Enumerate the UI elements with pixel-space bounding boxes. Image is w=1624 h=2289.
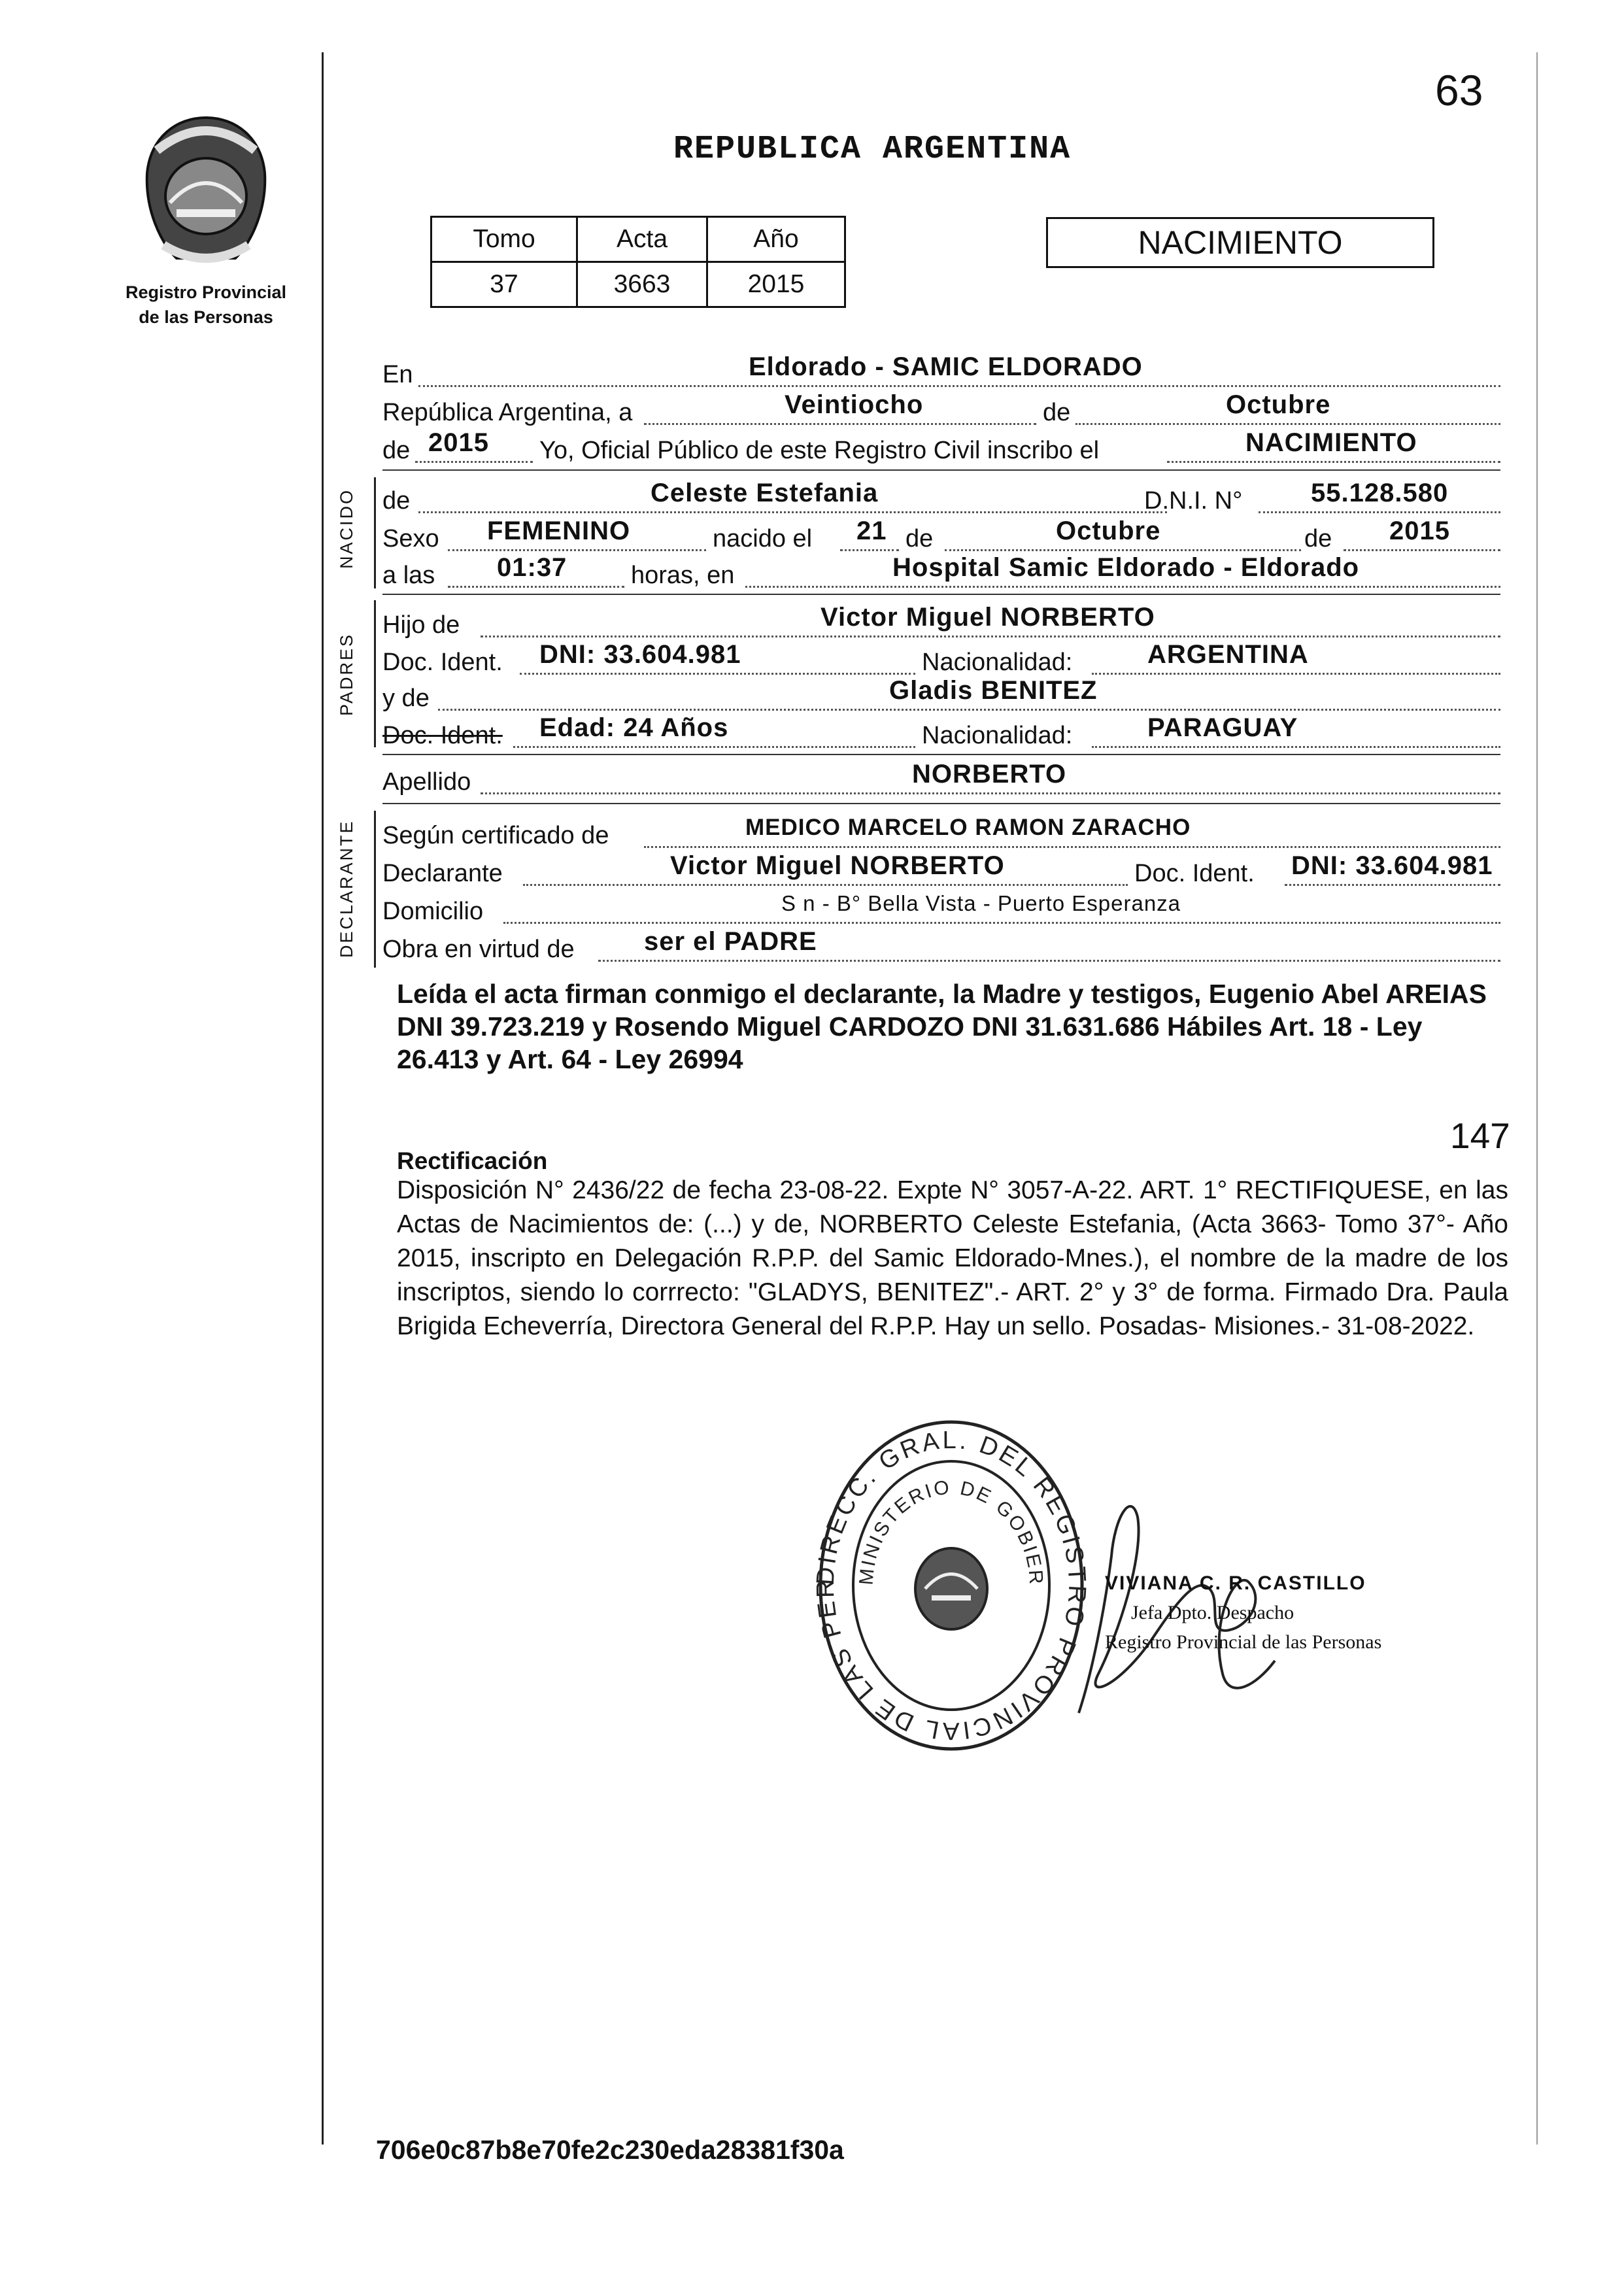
- value-acta: 3663: [577, 262, 707, 307]
- registry-logo: [118, 111, 294, 328]
- rectificacion-title: Rectificación: [397, 1147, 548, 1174]
- label-declarante: Declarante: [382, 860, 503, 887]
- label-yo: Yo, Oficial Público de este Registro Civil inscribo el: [539, 437, 1100, 464]
- label-segun: Según certificado de: [382, 822, 609, 849]
- registry-name-line1: Registro Provincial: [125, 282, 287, 302]
- label-de3: de: [382, 487, 411, 515]
- value-mes-nac: Octubre: [1056, 517, 1161, 545]
- side-label-declarante: DECLARANTE: [337, 819, 356, 958]
- right-margin-line: [1536, 52, 1538, 2145]
- label-dni: D.N.I. N°: [1144, 487, 1243, 515]
- value-lugar: Eldorado - SAMIC ELDORADO: [749, 352, 1143, 381]
- stamp-inner-text: MINISTERIO DE GOBIER: [855, 1476, 1047, 1587]
- rectificacion-body: Disposición N° 2436/22 de fecha 23-08-22. Expte N° 3057-A-22. ART. 1° RECTIFIQUESE, en las Actas de Nacimientos de: (...) y de, NORBERTO Celeste Estefania, (Acta 3663- Tomo 37°- Año 2015, inscripto en Delegación R.P.P. del Samic Eldorado-Mnes.), el nombre de la madre de los inscriptos, siendo lo corrrecto: "GLADYS, BENITEZ".- ART. 2° y 3° de forma. Firmado Dra. Paula Brigida Echeverría, Directora General del R.P.P. Hay un sello. Posadas- Misiones.- 31-08-2022.: [397, 1176, 1508, 1340]
- rectificacion-number: 147: [1450, 1115, 1510, 1156]
- signature-title1: Jefa Dpto. Despacho: [1131, 1602, 1294, 1623]
- value-padre-nac: ARGENTINA: [1147, 640, 1309, 669]
- value-certificado: MEDICO MARCELO RAMON ZARACHO: [745, 815, 1191, 840]
- value-anio-inscripcion: 2015: [428, 428, 489, 457]
- document-title: REPUBLICA ARGENTINA: [673, 131, 1072, 168]
- value-dia-letras: Veintiocho: [785, 390, 924, 419]
- value-madre: Gladis BENITEZ: [889, 676, 1098, 705]
- value-nombre: Celeste Estefania: [651, 479, 879, 507]
- label-a-las: a las: [382, 562, 435, 589]
- row-madre-doc: [382, 713, 1500, 754]
- value-obra: ser el PADRE: [644, 927, 817, 956]
- act-type-box: NACIMIENTO: [1046, 217, 1434, 268]
- stamp-outer-text: DIRECC. GRAL. DEL REGISTRO PROVINCIAL DE LAS PER: [814, 1426, 1089, 1745]
- value-declarante: Victor Miguel NORBERTO: [670, 851, 1005, 880]
- row-apellido: [382, 760, 1500, 800]
- label-nacionalidad2: Nacionalidad:: [922, 722, 1073, 749]
- label-doc-ident: Doc. Ident.: [382, 649, 503, 676]
- value-tomo: 37: [431, 262, 577, 307]
- label-horas-en: horas, en: [631, 562, 735, 589]
- registry-name-line2: de las Personas: [139, 307, 273, 327]
- row-domicilio: [382, 893, 1500, 930]
- value-domicilio: S n - B° Bella Vista - Puerto Esperanza: [781, 891, 1181, 915]
- row-anio-yo: [382, 428, 1500, 469]
- closing-text: Leída el acta firman conmigo el declarante, la Madre y testigos, Eugenio Abel AREIAS DNI 39.723.219 y Rosendo Miguel CARDOZO DNI 31.631.686 Hábiles Art. 18 - Ley 26.413 y Art. 64 - Ley 26994: [397, 979, 1487, 1074]
- value-hora: 01:37: [497, 553, 567, 582]
- value-anio-nac: 2015: [1389, 517, 1450, 545]
- value-madre-edad: Edad: 24 Años: [539, 713, 729, 742]
- row-obra: [382, 927, 1500, 968]
- signature-title2: Registro Provincial de las Personas: [1105, 1631, 1382, 1653]
- signature-name: VIVIANA C. R. CASTILLO: [1105, 1572, 1366, 1594]
- page-number: 63: [1435, 66, 1483, 114]
- value-sexo: FEMENINO: [487, 517, 631, 545]
- label-obra: Obra en virtud de: [382, 936, 575, 963]
- value-declarante-dni: DNI: 33.604.981: [1291, 851, 1493, 880]
- value-mes-inscripcion: Octubre: [1226, 390, 1331, 419]
- value-dni: 55.128.580: [1311, 479, 1449, 507]
- value-tipo: NACIMIENTO: [1245, 428, 1417, 457]
- tomo-acta-anio-table: [430, 216, 846, 308]
- header-tomo: Tomo: [431, 217, 577, 262]
- label-apellido: Apellido: [382, 768, 471, 796]
- value-padre-dni: DNI: 33.604.981: [539, 640, 741, 669]
- label-republica: República Argentina, a: [382, 399, 633, 426]
- label-de5: de: [1304, 525, 1332, 552]
- label-en: En: [382, 361, 413, 388]
- label-de2: de: [382, 437, 411, 464]
- label-doc-ident-struck: Doc. Ident.: [382, 722, 503, 749]
- value-anio: 2015: [707, 262, 845, 307]
- label-domicilio: Domicilio: [382, 898, 484, 925]
- header-anio: Año: [707, 217, 845, 262]
- label-hijo-de: Hijo de: [382, 611, 460, 639]
- label-de4: de: [905, 525, 934, 552]
- value-apellido: NORBERTO: [912, 760, 1067, 788]
- value-lugar-nac: Hospital Samic Eldorado - Eldorado: [892, 553, 1360, 582]
- label-nacido-el: nacido el: [713, 525, 813, 552]
- label-de1: de: [1043, 399, 1071, 426]
- misiones-seal-icon: [137, 111, 275, 275]
- row-hora: [382, 553, 1500, 594]
- row-en: [382, 352, 1500, 393]
- left-margin-line: [322, 52, 324, 2145]
- side-label-nacido: NACIDO: [337, 488, 356, 569]
- footer-hash: 706e0c87b8e70fe2c230eda28381f30a: [376, 2135, 844, 2165]
- value-padre: Victor Miguel NORBERTO: [820, 603, 1155, 632]
- value-dia-nac: 21: [856, 517, 887, 545]
- label-nacionalidad1: Nacionalidad:: [922, 649, 1073, 676]
- label-doc-ident2: Doc. Ident.: [1134, 860, 1255, 887]
- value-madre-nac: PARAGUAY: [1147, 713, 1298, 742]
- header-acta: Acta: [577, 217, 707, 262]
- side-label-padres: PADRES: [337, 632, 356, 716]
- label-y-de: y de: [382, 685, 430, 712]
- label-sexo: Sexo: [382, 525, 439, 552]
